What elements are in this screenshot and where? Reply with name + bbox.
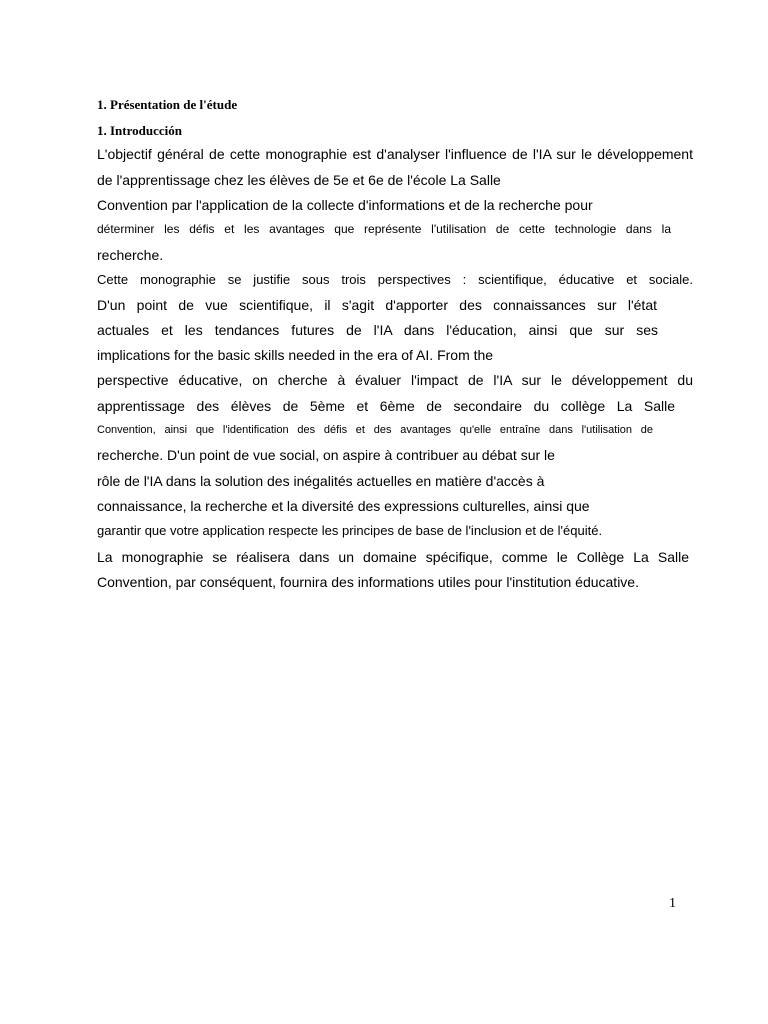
body-line: recherche. D'un point de vue social, on aspire à contribuer au débat sur le [97,447,555,463]
body-line: déterminer les défis et les avantages que représente l'utilisation de cette technologie dans la [97,222,671,236]
body-line: Convention, par conséquent, fournira des informations utiles pour l'institution éducative. [97,574,639,590]
body-line: implications for the basic skills needed in the era of AI. From the [97,347,494,363]
body-line: perspective éducative, on cherche à évaluer l'impact de l'IA sur le développement du [97,372,693,388]
body-line: garantir que votre application respecte les principes de base de l'inclusion et de l'équité. [97,523,603,538]
section-heading: 1. Présentation de l'étude [97,97,238,112]
body-line: La monographie se réalisera dans un domaine spécifique, comme le Collège La Salle [97,549,689,565]
page-number: 1 [669,896,676,911]
body-line: L'objectif général de cette monographie est d'analyser l'influence de l'IA sur le développement [97,146,693,162]
body-line: de l'apprentissage chez les élèves de 5e et 6e de l'école La Salle [97,172,501,188]
body-line: D'un point de vue scientifique, il s'agit d'apporter des connaissances sur l'état [97,297,657,313]
body-line: recherche. [97,247,164,263]
body-line: actuales et les tendances futures de l'IA dans l'éducation, ainsi que sur ses [97,322,658,338]
body-line: rôle de l'IA dans la solution des inégalités actuelles en matière d'accès à [97,473,545,489]
body-line: connaissance, la recherche et la diversité des expressions culturelles, ainsi que [97,498,590,514]
body-line: Cette monographie se justifie sous trois perspectives : scientifique, éducative et sociale. [97,272,693,287]
subsection-heading: 1. Introducción [97,123,182,138]
body-line: apprentissage des élèves de 5ème et 6ème de secondaire du collège La Salle [97,398,675,414]
body-line: Convention par l'application de la collecte d'informations et de la recherche pour [97,197,593,213]
body-line: Convention, ainsi que l'identification des défis et des avantages qu'elle entraîne dans l'utilisation de [97,424,653,436]
